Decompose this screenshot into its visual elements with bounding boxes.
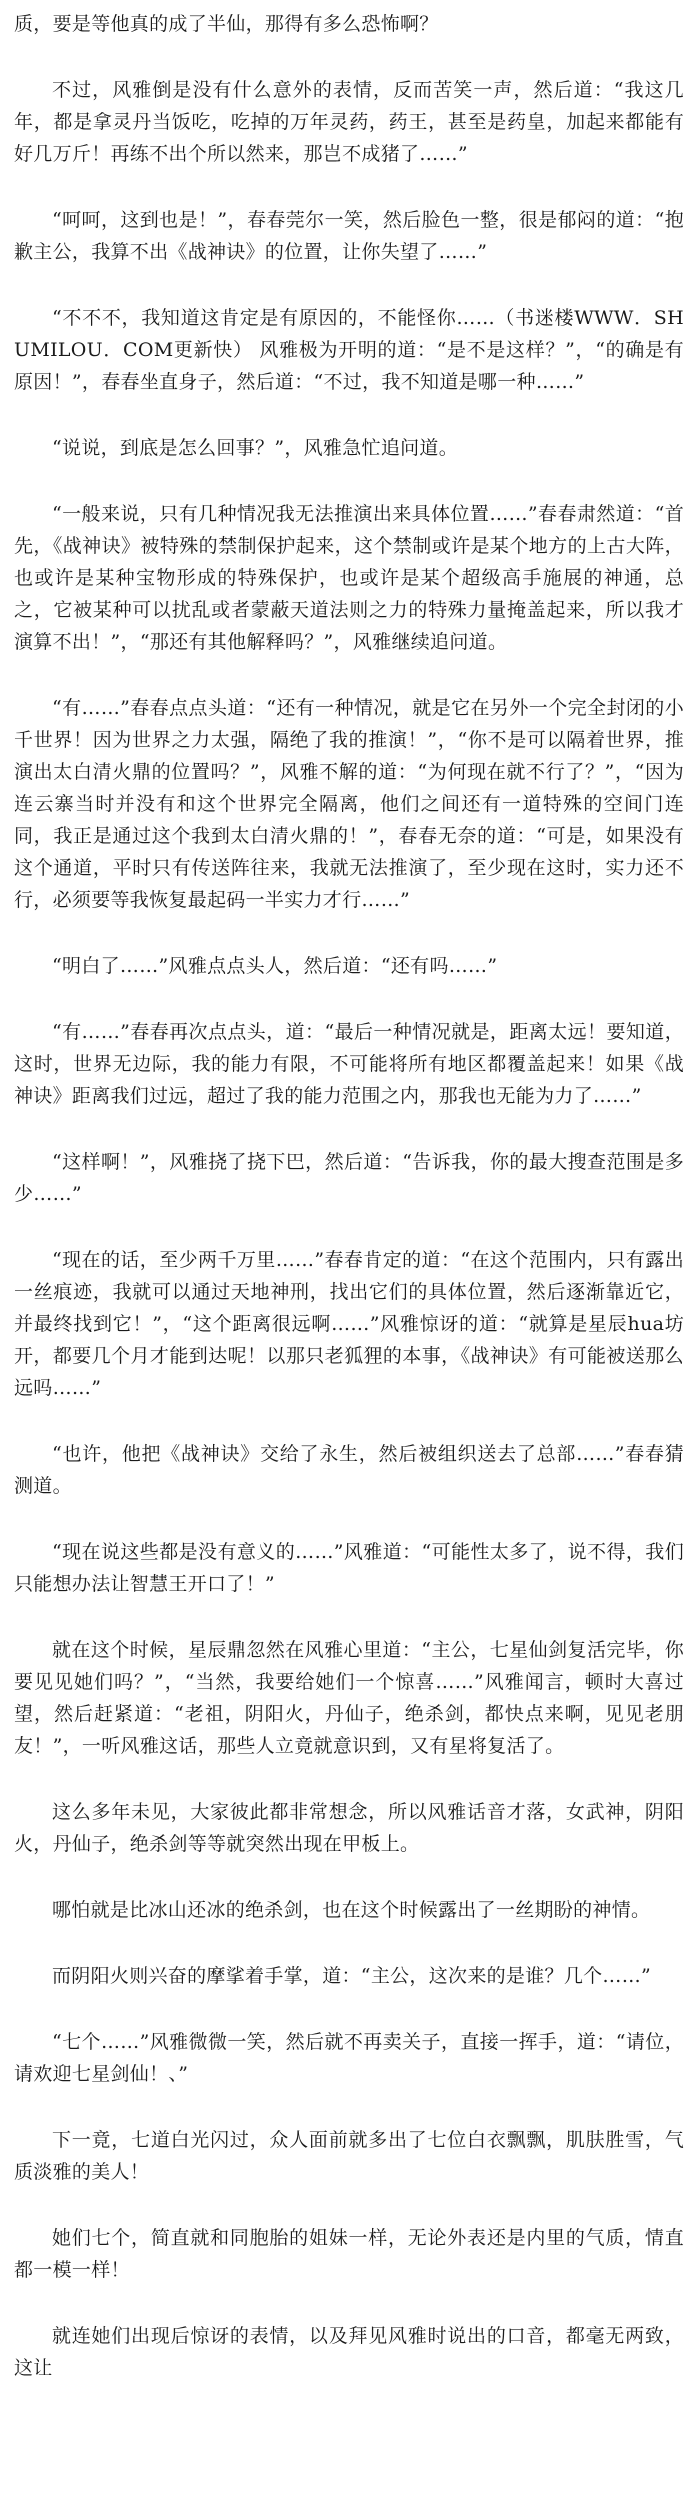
paragraph: “七个……”风雅微微一笑，然后就不再卖关子，直接一挥手，道：“请位，请欢迎七星剑仙！、” <box>14 2031 684 2085</box>
paragraph: “有……”春春再次点点头，道：“最后一种情况就是，距离太远！要知道，这时，世界无边际，我的能力有限，不可能将所有地区都覆盖起来！如果《战神诀》距离我们过远，超过了我的能力范围之内，那我也无能为力了……” <box>14 1021 684 1107</box>
paragraph: 不过，风雅倒是没有什么意外的表情，反而苦笑一声，然后道：“我这几年，都是拿灵丹当饭吃，吃掉的万年灵药，药王，甚至是药皇，加起来都能有好几万斤！再练不出个所以然来，那岂不成猪了……” <box>14 79 684 165</box>
paragraph: “说说，到底是怎么回事？”，风雅急忙追问道。 <box>52 437 459 459</box>
paragraph: 她们七个，简直就和同胞胎的姐妹一样，无论外表还是内里的气质，情直都一模一样！ <box>14 2227 684 2281</box>
paragraph: 下一竟，七道白光闪过，众人面前就多出了七位白衣飘飘，肌肤胜雪，气质淡雅的美人！ <box>14 2129 684 2183</box>
paragraph: “也许，他把《战神诀》交给了永生，然后被组织送去了总部……”春春猜测道。 <box>14 1443 684 1497</box>
paragraph: “呵呵，这到也是！”，春春莞尔一笑，然后脸色一整，很是郁闷的道：“抱歉主公，我算不出《战神诀》的位置，让你失望了……” <box>14 209 684 263</box>
paragraph: 质，要是等他真的成了半仙，那得有多么恐怖啊？ <box>14 13 439 35</box>
paragraph: “现在说这些都是没有意义的……”风雅道：“可能性太多了，说不得，我们只能想办法让智慧王开口了！” <box>14 1541 684 1595</box>
paragraph: 就连她们出现后惊讶的表情，以及拜见风雅时说出的口音，都毫无两致，这让 <box>14 2325 684 2379</box>
paragraph: 而阴阳火则兴奋的摩挲着手掌，道：“主公，这次来的是谁？几个……” <box>52 1965 652 1987</box>
paragraph: “现在的话，至少两千万里……”春春肯定的道：“在这个范围内，只有露出一丝痕迹，我就可以通过天地神刑，找出它们的具体位置，然后逐渐靠近它，并最终找到它！”，“这个距离很远啊……”风雅惊讶的道：“就算是星辰hua坊开，都要几个月才能到达呢！以那只老狐狸的本事，《战神诀》有可能被送那么远吗……” <box>14 1249 684 1399</box>
paragraph: 这么多年未见，大家彼此都非常想念，所以风雅话音才落，女武神，阴阳火，丹仙子，绝杀剑等等就突然出现在甲板上。 <box>14 1801 684 1855</box>
paragraph: “一般来说，只有几种情况我无法推演出来具体位置……”春春肃然道：“首先，《战神诀》被特殊的禁制保护起来，这个禁制或许是某个地方的上古大阵，也或许是某种宝物形成的特殊保护，也或许是某个超级高手施展的神通，总之，它被某种可以扰乱或者蒙蔽天道法则之力的特殊力量掩盖起来，所以我才演算不出！”，“那还有其他解释吗？”，风雅继续追问道。 <box>14 503 684 653</box>
paragraph: 哪怕就是比冰山还冰的绝杀剑，也在这个时候露出了一丝期盼的神情。 <box>52 1899 651 1921</box>
paragraph: 就在这个时候，星辰鼎忽然在风雅心里道：“主公，七星仙剑复活完毕，你要见见她们吗？”，“当然，我要给她们一个惊喜……”风雅闻言，顿时大喜过望，然后赶紧道：“老祖，阴阳火，丹仙子，绝杀剑，都快点来啊，见见老朋友！”，一听风雅这话，那些人立竟就意识到，又有星将复活了。 <box>14 1639 684 1757</box>
paragraph: “这样啊！”，风雅挠了挠下巴，然后道：“告诉我，你的最大搜查范围是多少……” <box>14 1151 684 1205</box>
paragraph: “不不不，我知道这肯定是有原因的，不能怪你……（书迷楼WWW．SHUMILOU．COM更新快） 风雅极为开明的道：“是不是这样？”，“的确是有原因！”，春春坐直身子，然后道：“不过，我不知道是哪一种……” <box>14 307 684 393</box>
paragraph: “明白了……”风雅点点头人，然后道：“还有吗……” <box>52 955 498 977</box>
paragraph: “有……”春春点点头道：“还有一种情况，就是它在另外一个完全封闭的小千世界！因为世界之力太强，隔绝了我的推演！”，“你不是可以隔着世界，推演出太白清火鼎的位置吗？”，风雅不解的道：“为何现在就不行了？”，“因为连云寨当时并没有和这个世界完全隔离，他们之间还有一道特殊的空间门连同，我正是通过这个我到太白清火鼎的！”，春春无奈的道：“可是，如果没有这个通道，平时只有传送阵往来，我就无法推演了，至少现在这时，实力还不行，必须要等我恢复最起码一半实力才行……” <box>14 697 684 911</box>
